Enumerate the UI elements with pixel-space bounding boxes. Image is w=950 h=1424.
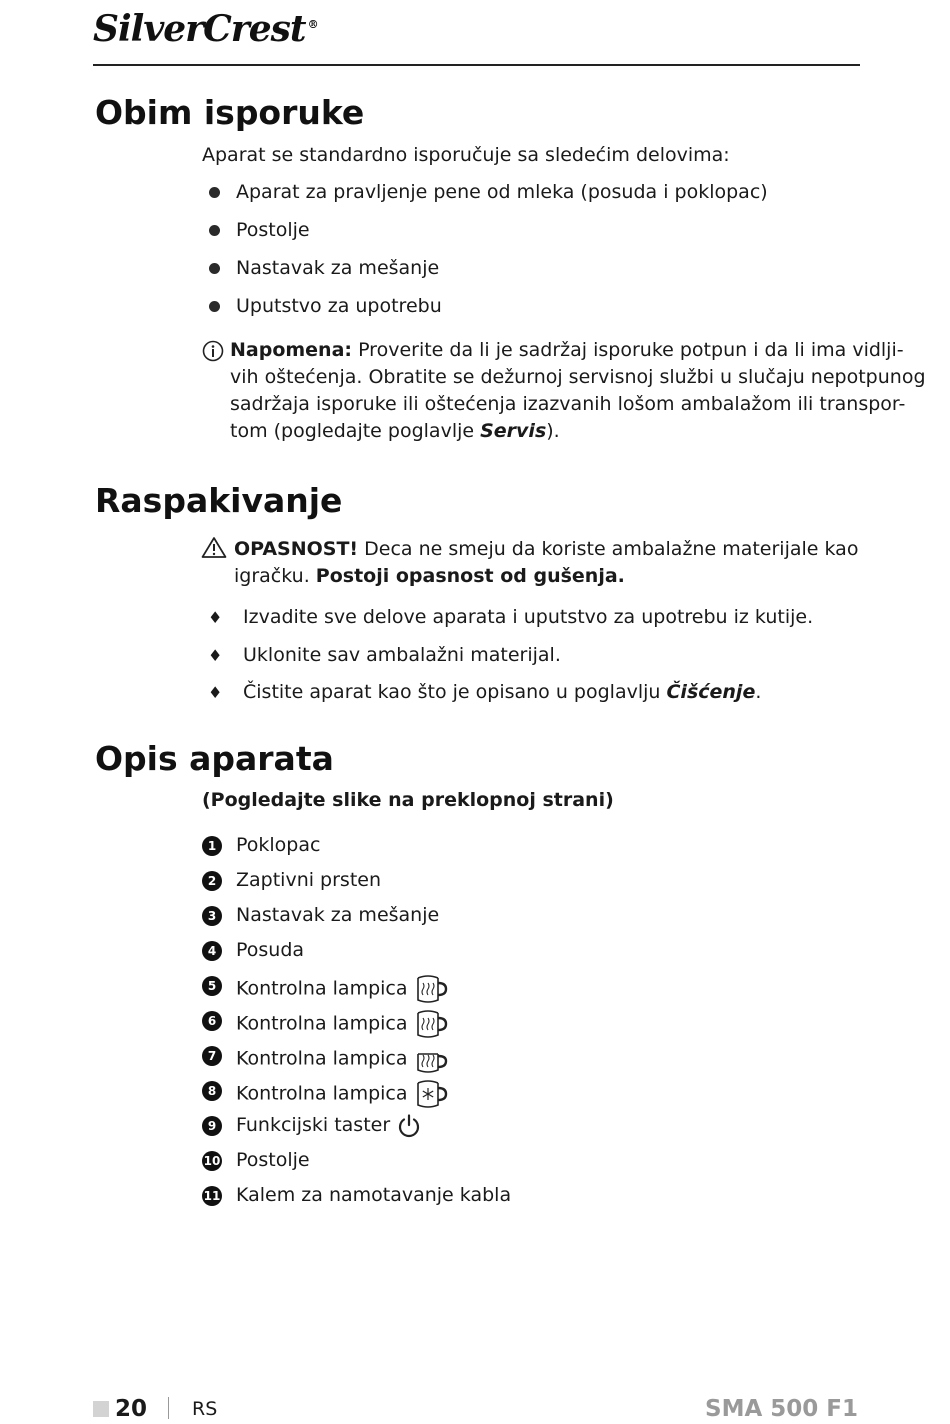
note-line: sadržaja isporuke ili oštećenja izazvanih lošom ambalažom ili transpor- (230, 393, 906, 415)
warning-line: OPASNOST! Deca ne smeju da koriste ambalažne materijale kao (234, 538, 859, 560)
model-number: SMA 500 F1 (705, 1396, 858, 1422)
note-line: vih oštećenja. Obratite se dežurnoj servisnoj službi u slučaju nepotpunog (230, 366, 926, 388)
header-rule (93, 64, 860, 66)
step-text: Uklonite sav ambalažni materijal. (243, 644, 561, 666)
part-label: Kalem za namotavanje kabla (236, 1184, 512, 1206)
servis-ref: Servis (480, 420, 547, 442)
part-label: Kontrolna lampica (236, 972, 448, 1006)
part-label: Poklopac (236, 834, 321, 856)
part-label: Zaptivni prsten (236, 869, 382, 891)
warning-label: OPASNOST! (234, 538, 359, 560)
list-item: Nastavak za mešanje (236, 257, 440, 279)
list-item: Aparat za pravljenje pene od mleka (posuda i poklopac) (236, 181, 768, 203)
section-title-raspakivanje: Raspakivanje (95, 481, 343, 520)
part-label: Kontrolna lampica (236, 1042, 448, 1076)
note-label: Napomena: (230, 339, 353, 361)
part-label: Posuda (236, 939, 305, 961)
part-label: Postolje (236, 1149, 310, 1171)
bullet-dot-icon (209, 187, 220, 198)
section-title-obim: Obim isporuke (95, 93, 365, 132)
step-text: Izvadite sve delove aparata i uputstvo za upotrebu iz kutije. (243, 606, 814, 628)
bullet-dot-icon (209, 301, 220, 312)
power-icon (396, 1113, 422, 1139)
list-item: Uputstvo za upotrebu (236, 295, 442, 317)
warning-line: igračku. Postoji opasnost od gušenja. (234, 565, 625, 587)
part-number-badge: 7 (202, 1046, 222, 1066)
part-number-badge: 10 (202, 1151, 222, 1171)
part-number-badge: 8 (202, 1081, 222, 1101)
part-label: Kontrolna lampica (236, 1077, 448, 1111)
part-number-badge: 2 (202, 871, 222, 891)
diamond-bullet-icon: ♦ (208, 608, 223, 627)
note-line: tom (pogledajte poglavlje Servis). (230, 420, 560, 442)
page-number: 20 (115, 1396, 148, 1422)
diamond-bullet-icon: ♦ (208, 646, 223, 665)
part-number-badge: 4 (202, 941, 222, 961)
bullet-dot-icon (209, 263, 220, 274)
part-number-badge: 6 (202, 1011, 222, 1031)
bullet-dot-icon (209, 225, 220, 236)
cold-cup-icon (414, 1077, 448, 1111)
footer-divider (168, 1397, 169, 1419)
brand-logo: SilverCrest ® (93, 8, 318, 50)
note-line: Napomena: Proverite da li je sadržaj isporuke potpun i da li ima vidlji- (230, 339, 904, 361)
footer-square-icon (93, 1401, 109, 1417)
section-title-opis: Opis aparata (95, 739, 334, 778)
part-number-badge: 3 (202, 906, 222, 926)
language-code: RS (192, 1398, 218, 1420)
part-label: Funkcijski taster (236, 1112, 422, 1139)
part-number-badge: 1 (202, 836, 222, 856)
info-icon (202, 340, 224, 362)
intro-text: Aparat se standardno isporučuje sa sledećim delovima: (202, 144, 730, 166)
hot-cup-icon (414, 1042, 448, 1076)
step-text: Čistite aparat kao što je opisano u poglavlju Čišćenje. (243, 681, 762, 703)
section-subtitle: (Pogledajte slike na preklopnoj strani) (202, 789, 614, 811)
warm-cup-icon (414, 972, 448, 1006)
part-label: Nastavak za mešanje (236, 904, 440, 926)
part-number-badge: 9 (202, 1116, 222, 1136)
list-item: Postolje (236, 219, 310, 241)
part-number-badge: 11 (202, 1186, 222, 1206)
warning-icon (201, 536, 227, 558)
warm-cup-icon (414, 1007, 448, 1041)
part-number-badge: 5 (202, 976, 222, 996)
diamond-bullet-icon: ♦ (208, 683, 223, 702)
part-label: Kontrolna lampica (236, 1007, 448, 1041)
ciscenje-ref: Čišćenje (666, 681, 756, 703)
